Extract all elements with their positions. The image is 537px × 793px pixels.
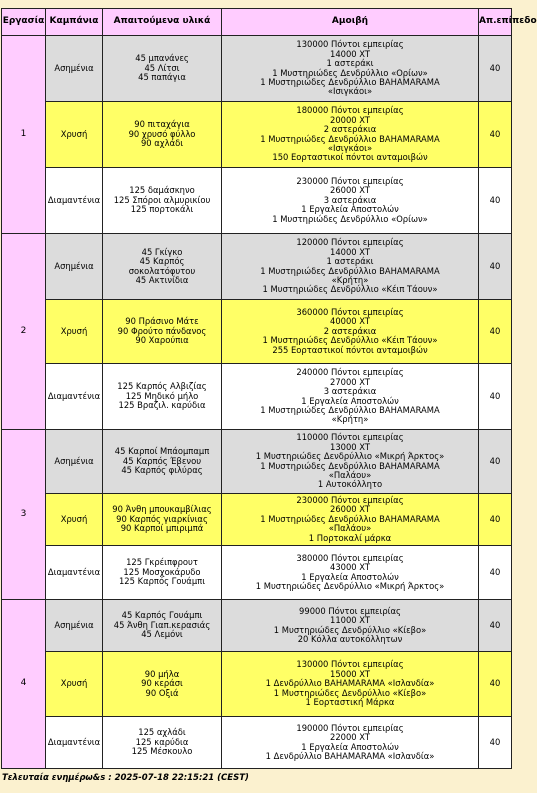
- level-cell: 40: [479, 364, 512, 430]
- table-row: [2, 546, 512, 600]
- campaign-cell: Ασημένια: [46, 430, 103, 494]
- reward-cell-line: 230000 Πόντοι εμπειρίας: [296, 175, 404, 186]
- reward-cell-line: 1 Αυτοκόλλητο: [317, 479, 383, 490]
- table-row: [2, 600, 512, 652]
- campaign-cell: Ασημένια: [46, 234, 103, 300]
- reward-cell-line: 40000 XT: [329, 316, 370, 327]
- reward-cell-line: 1 Μυστηριώδες Δενδρύλλιο «Κέιπ Τάουν»: [262, 284, 438, 295]
- reward-cell-line: «Κρήτη»: [331, 274, 369, 285]
- reward-cell: [222, 652, 479, 717]
- reward-cell-line: 1 Μυστηριώδες Δενδρύλλιο BAHAMARAMA: [260, 460, 440, 471]
- header-level: Απ.επίπεδο: [479, 9, 512, 36]
- reward-cell-line: 230000 Πόντοι εμπειρίας: [296, 494, 404, 505]
- table-row: [2, 430, 512, 494]
- last-updated: Τελευταία ενημέρω&s : 2025-07-18 22:15:21 (CEST): [2, 773, 249, 783]
- materials-cell-line: 45 Καρποί Μπάομπαμπ: [114, 446, 210, 457]
- materials-cell-line: 90 Καρποί μπιριμπά: [120, 523, 204, 534]
- reward-cell: [222, 102, 479, 168]
- reward-cell-line: 1 Μυστηριώδες Δενδρύλλιο BAHAMARAMA: [260, 265, 440, 276]
- reward-cell-line: 120000 Πόντοι εμπειρίας: [296, 237, 404, 248]
- reward-cell-line: «Ισιγκάοι»: [327, 86, 373, 97]
- reward-cell-line: 11000 XT: [329, 615, 370, 626]
- table-row: [2, 300, 512, 364]
- materials-cell-line: 125 αχλάδι: [138, 727, 186, 738]
- reward-cell-line: 1 αστεράκι: [326, 256, 374, 267]
- level-cell: 40: [479, 36, 512, 102]
- materials-cell-line: 125 Μηδικό μήλο: [125, 390, 199, 401]
- reward-cell-line: 150 Εορταστικοί πόντοι ανταμοιβών: [272, 152, 428, 163]
- materials-cell-line: 45 Καρπός: [139, 256, 185, 267]
- campaign-cell: Διαμαντένια: [46, 364, 103, 430]
- materials-cell-line: 45 Ακτινίδια: [135, 274, 189, 285]
- materials-cell: [103, 36, 222, 102]
- reward-cell-line: 26000 XT: [329, 504, 370, 515]
- reward-cell-line: 14000 XT: [329, 48, 370, 59]
- header-task: Εργασία: [2, 9, 46, 36]
- materials-cell-line: 45 Καρπός Έβενου: [122, 455, 202, 466]
- reward-cell-line: 190000 Πόντοι εμπειρίας: [296, 722, 404, 733]
- campaign-cell: Χρυσή: [46, 652, 103, 717]
- materials-cell-line: 45 Λεμόνι: [141, 629, 183, 640]
- materials-cell-line: 90 χρυσό φύλλο: [128, 128, 196, 139]
- materials-cell-line: 125 δαμάσκηνο: [129, 185, 195, 196]
- materials-cell: [103, 717, 222, 769]
- reward-cell-line: 26000 XT: [329, 185, 370, 196]
- level-cell: 40: [479, 168, 512, 234]
- materials-cell-line: 45 παπάγια: [138, 72, 186, 83]
- reward-cell-line: 14000 XT: [329, 246, 370, 257]
- reward-cell-line: 43000 XT: [329, 562, 370, 573]
- reward-cell-line: 20 Κόλλα αυτοκόλλητων: [297, 633, 403, 644]
- level-cell: 40: [479, 300, 512, 364]
- reward-cell-line: 2 αστεράκια: [323, 325, 377, 336]
- reward-cell-line: 130000 Πόντοι εμπειρίας: [296, 39, 404, 50]
- materials-cell: [103, 300, 222, 364]
- reward-cell-line: 1 Δενδρύλλιο BAHAMARAMA «Ισλανδία»: [265, 750, 435, 761]
- reward-cell-line: 360000 Πόντοι εμπειρίας: [296, 306, 404, 317]
- table-row: [2, 168, 512, 234]
- reward-cell-line: 1 Μυστηριώδες Δενδρύλλιο BAHAMARAMA: [260, 513, 440, 524]
- materials-cell: [103, 364, 222, 430]
- materials-cell: [103, 234, 222, 300]
- table-row: [2, 234, 512, 300]
- reward-cell-line: 2 αστεράκια: [323, 124, 377, 135]
- reward-cell-line: 1 Πορτοκαλί μάρκα: [308, 532, 392, 543]
- table-row: [2, 102, 512, 168]
- reward-cell-line: 15000 XT: [329, 668, 370, 679]
- reward-cell-line: 1 Μυστηριώδες Δενδρύλλιο «Κίεβο»: [273, 687, 427, 698]
- materials-cell-line: 90 Χαρούπια: [135, 335, 189, 346]
- reward-cell-line: 1 Μυστηριώδες Δενδρύλλιο «Ορίων»: [272, 67, 428, 78]
- reward-cell: [222, 717, 479, 769]
- reward-cell-line: 22000 XT: [329, 732, 370, 743]
- reward-cell: [222, 168, 479, 234]
- reward-cell-line: 1 Μυστηριώδες Δενδρύλλιο «Κέιπ Τάουν»: [262, 335, 438, 346]
- reward-cell-line: «Κρήτη»: [331, 414, 369, 425]
- materials-cell-line: 125 Βραζιλ. καρύδια: [118, 400, 206, 411]
- reward-cell-line: 1 Εργαλεία Αποστολών: [301, 571, 399, 582]
- materials-cell-line: σοκολατόφυτου: [128, 265, 196, 276]
- materials-cell-line: 90 Άνθη μπουκαμβίλιας: [112, 504, 212, 515]
- materials-cell-line: 125 Καρπός Αλβιζίας: [117, 381, 207, 392]
- materials-cell: [103, 546, 222, 600]
- materials-cell-line: 45 Γκίγκο: [141, 246, 183, 257]
- reward-cell-line: 1 Μυστηριώδες Δενδρύλλιο BAHAMARAMA: [260, 133, 440, 144]
- materials-cell-line: 45 μπανάνες: [135, 53, 189, 64]
- table-row: [2, 364, 512, 430]
- materials-cell-line: 90 Οξιά: [145, 687, 179, 698]
- reward-cell: [222, 364, 479, 430]
- reward-cell: [222, 494, 479, 546]
- materials-cell-line: 125 πορτοκάλι: [130, 204, 194, 215]
- table-row: [2, 652, 512, 717]
- reward-cell-line: 3 αστεράκια: [323, 194, 377, 205]
- table-row: [2, 717, 512, 769]
- materials-cell-line: 90 πιταχάγια: [134, 119, 190, 130]
- materials-cell-line: 45 Καρπός φιλύρας: [121, 465, 203, 476]
- header-materials: Απαιτούμενα υλικά: [103, 9, 222, 36]
- level-cell: 40: [479, 546, 512, 600]
- reward-cell-line: 13000 XT: [329, 441, 370, 452]
- materials-cell-line: 125 καρύδια: [135, 736, 189, 747]
- header-row: [2, 9, 512, 36]
- reward-cell-line: 20000 XT: [329, 114, 370, 125]
- reward-cell-line: 240000 Πόντοι εμπειρίας: [296, 367, 404, 378]
- level-cell: 40: [479, 652, 512, 717]
- reward-cell-line: 1 Μυστηριώδες Δενδρύλλιο BAHAMARAMA: [260, 76, 440, 87]
- materials-cell-line: 90 κεράσι: [141, 678, 183, 689]
- campaign-cell: Χρυσή: [46, 102, 103, 168]
- reward-cell-line: «Παλάου»: [328, 469, 372, 480]
- reward-cell: [222, 36, 479, 102]
- level-cell: 40: [479, 600, 512, 652]
- reward-cell-line: 130000 Πόντοι εμπειρίας: [296, 659, 404, 670]
- reward-cell: [222, 600, 479, 652]
- reward-cell-line: 3 αστεράκια: [323, 386, 377, 397]
- reward-cell: [222, 546, 479, 600]
- reward-cell: [222, 234, 479, 300]
- materials-cell-line: 90 Πράσινο Μάτε: [125, 316, 199, 327]
- materials-cell-line: 125 Γκρέιπφρουτ: [126, 557, 198, 568]
- task-number: 3: [2, 430, 46, 600]
- reward-cell-line: 1 Μυστηριώδες Δενδρύλλιο BAHAMARAMA: [260, 404, 440, 415]
- level-cell: 40: [479, 102, 512, 168]
- reward-cell-line: 1 Δενδρύλλιο BAHAMARAMA «Ισλανδία»: [265, 678, 435, 689]
- materials-cell-line: 45 Καρπός Γουάμπι: [121, 610, 203, 621]
- campaign-cell: Διαμαντένια: [46, 168, 103, 234]
- reward-cell-line: 1 Μυστηριώδες Δενδρύλλιο «Κίεβο»: [273, 624, 427, 635]
- header-campaign: Καμπάνια: [46, 9, 103, 36]
- header-reward: Αμοιβή: [222, 9, 479, 36]
- level-cell: 40: [479, 234, 512, 300]
- table-row: [2, 494, 512, 546]
- reward-cell-line: «Παλάου»: [328, 523, 372, 534]
- materials-cell-line: 125 Καρπός Γουάμπι: [118, 576, 206, 587]
- materials-cell: [103, 494, 222, 546]
- reward-cell-line: 1 Μυστηριώδες Δενδρύλλιο «Μικρή Άρκτος»: [255, 451, 445, 462]
- materials-cell-line: 90 Φρούτο πάνδανος: [117, 325, 207, 336]
- reward-cell-line: 380000 Πόντοι εμπειρίας: [296, 552, 404, 563]
- materials-cell: [103, 600, 222, 652]
- reward-cell-line: 27000 XT: [329, 376, 370, 387]
- campaign-cell: Χρυσή: [46, 300, 103, 364]
- level-cell: 40: [479, 430, 512, 494]
- materials-cell: [103, 652, 222, 717]
- task-number: 4: [2, 600, 46, 769]
- materials-cell-line: 90 αχλάδι: [140, 138, 184, 149]
- campaign-cell: Διαμαντένια: [46, 717, 103, 769]
- materials-cell-line: 90 μήλα: [144, 668, 180, 679]
- level-cell: 40: [479, 717, 512, 769]
- materials-cell-line: 90 Καρπός γιαρκίνιας: [116, 513, 208, 524]
- materials-cell-line: 125 Μέσκουλο: [131, 746, 193, 757]
- task-number: 1: [2, 36, 46, 234]
- task-number: 2: [2, 234, 46, 430]
- rewards-table: [1, 8, 537, 769]
- reward-cell: [222, 430, 479, 494]
- reward-cell-line: 1 Εργαλεία Αποστολών: [301, 204, 399, 215]
- reward-cell-line: 180000 Πόντοι εμπειρίας: [296, 105, 404, 116]
- materials-cell: [103, 430, 222, 494]
- reward-cell-line: 1 Εορταστική Μάρκα: [305, 697, 395, 708]
- reward-cell-line: 110000 Πόντοι εμπειρίας: [296, 432, 404, 443]
- reward-cell-line: 1 Εργαλεία Αποστολών: [301, 395, 399, 406]
- reward-cell-line: «Ισιγκάοι»: [327, 142, 373, 153]
- materials-cell-line: 125 Μοσχοκάρυδο: [123, 566, 201, 577]
- campaign-cell: Χρυσή: [46, 494, 103, 546]
- level-cell: 40: [479, 494, 512, 546]
- table-row: [2, 36, 512, 102]
- campaign-cell: Διαμαντένια: [46, 546, 103, 600]
- reward-cell-line: 1 Μυστηριώδες Δενδρύλλιο «Ορίων»: [272, 213, 428, 224]
- campaign-cell: Ασημένια: [46, 600, 103, 652]
- reward-cell: [222, 300, 479, 364]
- materials-cell-line: 125 Σπόροι αλμυρικίου: [113, 194, 211, 205]
- reward-cell-line: 99000 Πόντοι εμπειρίας: [299, 605, 401, 616]
- materials-cell: [103, 168, 222, 234]
- reward-cell-line: 255 Εορταστικοί πόντοι ανταμοιβών: [272, 344, 428, 355]
- reward-cell-line: 1 Μυστηριώδες Δενδρύλλιο «Μικρή Άρκτος»: [255, 580, 445, 591]
- campaign-cell: Ασημένια: [46, 36, 103, 102]
- materials-cell-line: 45 Άνθη Γιαπ.κερασιάς: [113, 619, 211, 630]
- reward-cell-line: 1 Εργαλεία Αποστολών: [301, 741, 399, 752]
- reward-cell-line: 1 αστεράκι: [326, 58, 374, 69]
- materials-cell-line: 45 Λίτσι: [144, 62, 180, 73]
- materials-cell: [103, 102, 222, 168]
